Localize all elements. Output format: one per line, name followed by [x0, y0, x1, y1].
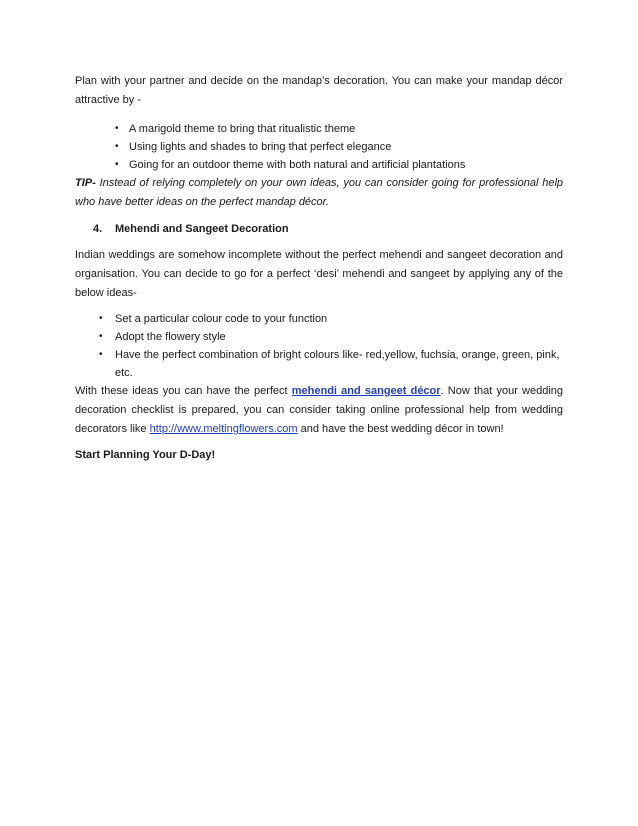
conclusion-paragraph: [75, 382, 563, 439]
intro-paragraph: Plan with your partner and decide on the mandap’s decoration. You can make your mandap décor attractive by -: [75, 75, 563, 106]
bullet-icon: •: [115, 123, 119, 134]
website-link[interactable]: http://www.meltingflowers.com: [149, 423, 298, 435]
list-item-text: Using lights and shades to bring that perfect elegance: [129, 141, 392, 153]
bullet-icon: •: [115, 141, 119, 152]
list-item: [75, 156, 563, 174]
bullet-icon: •: [99, 331, 103, 342]
section-body-paragraph: Indian weddings are somehow incomplete without the perfect mehendi and sangeet decoration and organisation. You can decide to go for a perfect ‘desi’ mehendi and sangeet by applying any of the below ideas-: [75, 249, 563, 299]
list-item: [75, 120, 563, 138]
closing-line: Start Planning Your D-Day!: [75, 449, 216, 461]
list-item-text: Adopt the flowery style: [115, 331, 226, 343]
list-item: [75, 138, 563, 156]
list-item-text: A marigold theme to bring that ritualistic theme: [129, 123, 356, 135]
conclusion-text: and have the best wedding décor in town!: [297, 423, 504, 435]
decor-link[interactable]: mehendi and sangeet décor: [291, 385, 441, 397]
document-body: [75, 72, 563, 465]
list-item-text: Have the perfect combination of bright colours like- red,yellow, fuchsia, orange, green, pink, etc.: [115, 349, 560, 379]
conclusion-text: With these ideas you can have the perfect: [75, 385, 292, 397]
mandap-ideas-list: [75, 120, 563, 174]
bullet-icon: •: [99, 349, 103, 360]
sangeet-ideas-list: [75, 310, 563, 382]
list-item: [75, 346, 563, 382]
list-item-text: Set a particular colour code to your function: [115, 313, 328, 325]
bullet-icon: •: [115, 159, 119, 170]
tip-paragraph: [75, 174, 563, 212]
tip-label: TIP-: [75, 177, 96, 189]
tip-text: Instead of relying completely on your own ideas, you can consider going for professional help who have better ideas on the perfect mandap décor.: [75, 177, 563, 208]
list-item: [75, 328, 563, 346]
section-title: Mehendi and Sangeet Decoration: [115, 223, 289, 235]
bullet-icon: •: [99, 313, 103, 324]
section-heading: [75, 220, 563, 239]
list-item-text: Going for an outdoor theme with both natural and artificial plantations: [129, 159, 466, 171]
list-item: [75, 310, 563, 328]
section-number: 4.: [93, 223, 103, 235]
conclusion-text: . Now that your wedding decoration checklist is prepared, you can consider taking online professional help from wedding decorators like: [75, 385, 563, 435]
